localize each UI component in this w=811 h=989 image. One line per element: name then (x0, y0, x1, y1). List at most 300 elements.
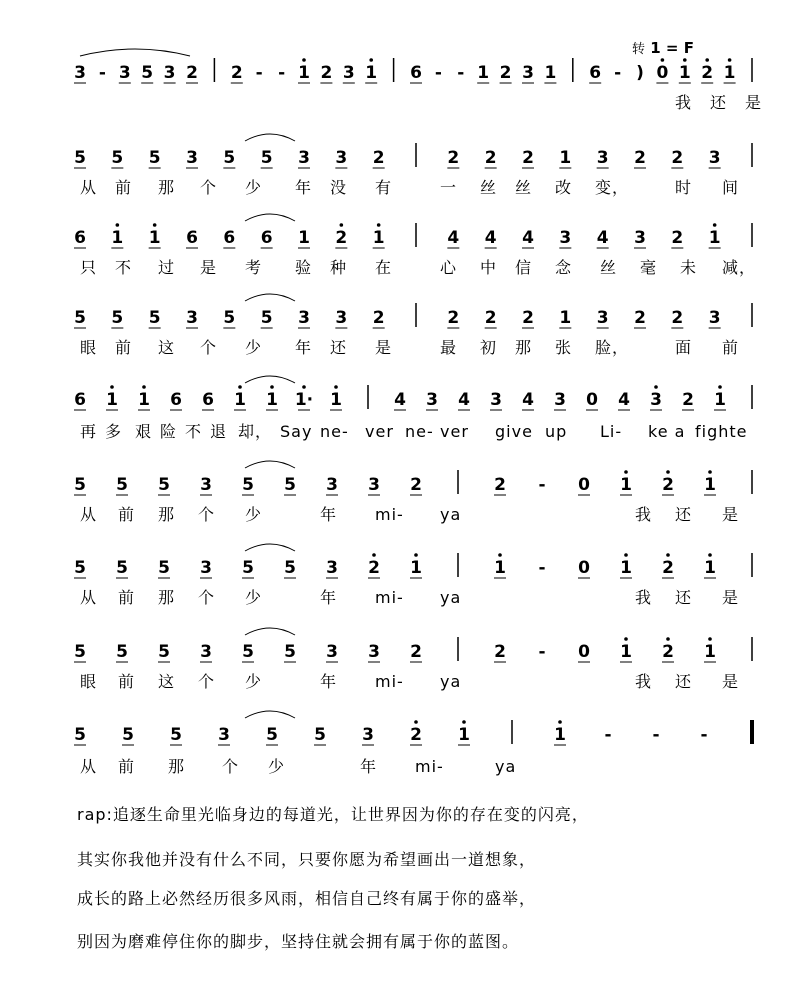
note: 2 (499, 63, 512, 83)
note: - (538, 558, 546, 578)
octave-dot (718, 385, 722, 389)
octave-dot (666, 553, 670, 557)
lyric: 面 (675, 338, 693, 357)
lyric: 少 (245, 672, 263, 691)
lyric: 还 (675, 505, 693, 524)
note: 1 (477, 63, 490, 83)
note: 5 (242, 558, 254, 578)
slur (80, 49, 190, 56)
lyric: 还 (675, 672, 693, 691)
note: 6 (74, 228, 86, 248)
note: - (604, 725, 612, 745)
note: - (278, 63, 286, 83)
note: 3 (596, 148, 609, 168)
note: 5 (111, 148, 124, 168)
note: 3 (298, 148, 310, 168)
note: 3 (708, 148, 721, 168)
note: 1 (620, 558, 632, 578)
octave-dot (116, 223, 120, 227)
note: 2 (368, 558, 380, 578)
octave-dot (334, 385, 338, 389)
note: 6 (589, 63, 602, 83)
lyric: 是 (375, 338, 393, 357)
note: 4 (522, 228, 534, 248)
lyric: 个 (200, 338, 218, 357)
note: 1 (148, 228, 161, 248)
octave-dot (238, 385, 242, 389)
octave-dot (369, 58, 373, 62)
lyric: 前 (118, 588, 136, 607)
lyric: 眼 (80, 672, 98, 691)
lyric: 丝 (515, 178, 533, 197)
note: 3 (426, 390, 438, 410)
note: 4 (522, 390, 534, 410)
lyric: 险 (160, 422, 178, 441)
lyric: mi- (375, 588, 404, 607)
lyric: 最 (440, 338, 458, 357)
lyric: 年 (295, 178, 313, 197)
note: 5 (141, 63, 154, 83)
lyric: ver (440, 422, 469, 441)
octave-dot (624, 637, 628, 641)
lyric: 丝 (600, 258, 618, 277)
note: 0 (578, 475, 590, 495)
lyric: 年 (320, 588, 338, 607)
lyric: 初 (480, 338, 498, 357)
note: 5 (242, 475, 254, 495)
note: 3 (163, 63, 176, 83)
lyric: 是 (200, 258, 218, 277)
key-value: 1 = F (650, 39, 694, 57)
rap-line: rap:追逐生命里光临身边的每道光，让世界因为你的存在变的闪亮， (77, 805, 589, 824)
note: 6 (170, 390, 182, 410)
lyric: ya (440, 672, 462, 691)
note: 2 (410, 642, 422, 662)
note: 6 (223, 228, 236, 248)
lyric: 考 (245, 258, 263, 277)
octave-dot (142, 385, 146, 389)
lyric: 个 (222, 757, 240, 776)
lyric: 是 (745, 93, 763, 112)
lyric: up (545, 422, 568, 441)
slur (245, 376, 295, 383)
note: 3 (490, 390, 502, 410)
note: - (538, 642, 546, 662)
lyric: 不 (185, 422, 203, 441)
octave-dot (377, 223, 381, 227)
lyric: mi- (375, 672, 404, 691)
lyric: 少 (245, 178, 263, 197)
lyric: 却， (238, 422, 273, 441)
note: 2 (634, 308, 646, 328)
octave-dot (372, 553, 376, 557)
note: 1 (494, 558, 506, 578)
note: 4 (394, 390, 406, 410)
lyric: 还 (675, 588, 693, 607)
note: 1 (708, 228, 721, 248)
lyric: 没 (330, 178, 348, 197)
lyric: 时 (675, 178, 693, 197)
note: ) (636, 63, 644, 83)
note: 1 (298, 228, 310, 248)
note: 1· (294, 390, 314, 410)
lyric: 多 (105, 422, 123, 441)
note: 1 (544, 63, 557, 83)
note: 6 (74, 390, 86, 410)
note: 4 (484, 228, 497, 248)
note: 1 (138, 390, 150, 410)
octave-dot (340, 223, 344, 227)
octave-dot (666, 637, 670, 641)
lyric: 年 (320, 672, 338, 691)
slur (245, 134, 295, 141)
note: 1 (554, 725, 566, 745)
note: 1 (410, 558, 422, 578)
note: 5 (74, 725, 86, 745)
note: 2 (447, 308, 460, 328)
lyric: Li- (600, 422, 623, 441)
lyric: 变， (595, 178, 630, 197)
lyric: 少 (245, 505, 263, 524)
note: 1 (704, 642, 716, 662)
lyric: 验 (295, 258, 313, 277)
lyric: 我 (635, 672, 653, 691)
lyric: 是 (722, 505, 740, 524)
lyric: 再 (80, 422, 98, 441)
note: 0 (656, 63, 669, 83)
note: 6 (260, 228, 273, 248)
note: 2 (410, 725, 422, 745)
note: 5 (116, 475, 128, 495)
octave-dot (728, 58, 732, 62)
note: 1 (266, 390, 278, 410)
lyric: 中 (480, 258, 498, 277)
lyric: 从 (80, 505, 98, 524)
lyric: 前 (115, 178, 133, 197)
note: 3 (368, 642, 380, 662)
lyric: 还 (330, 338, 348, 357)
lyric: 个 (198, 672, 216, 691)
note: 0 (578, 558, 590, 578)
note: - (538, 475, 546, 495)
note: 6 (202, 390, 214, 410)
note: 2 (372, 308, 385, 328)
octave-dot (708, 470, 712, 474)
octave-dot (414, 720, 418, 724)
note: 3 (326, 642, 338, 662)
note: 1 (620, 475, 632, 495)
rap-line: 别因为磨难停住你的脚步，坚持住就会拥有属于你的蓝图。 (77, 932, 520, 951)
lyric: 未 (680, 258, 698, 277)
lyric: 个 (198, 505, 216, 524)
octave-dot (683, 58, 687, 62)
rap-line: 成长的路上必然经历很多风雨，相信自己终有属于你的盛举， (77, 889, 537, 908)
lyric: 那 (158, 178, 176, 197)
note: 1 (723, 63, 736, 83)
octave-dot (708, 637, 712, 641)
note: 2 (335, 228, 348, 248)
note: 2 (186, 63, 198, 83)
lyric: 从 (80, 588, 98, 607)
note: 3 (326, 475, 338, 495)
note: 3 (554, 390, 566, 410)
lyric: 这 (158, 338, 176, 357)
note: 0 (586, 390, 598, 410)
note: 5 (74, 148, 86, 168)
note: 1 (372, 228, 385, 248)
note: 2 (682, 390, 694, 410)
lyric: 脸， (595, 338, 630, 357)
note: 2 (484, 148, 497, 168)
note: 3 (118, 63, 131, 83)
note: 5 (148, 308, 161, 328)
note: - (614, 63, 622, 83)
note: 6 (410, 63, 422, 83)
note: 5 (122, 725, 134, 745)
lyric: 毫 (640, 258, 658, 277)
note: 3 (200, 475, 212, 495)
lyric: 间 (722, 178, 740, 197)
note: 3 (335, 308, 348, 328)
lyric: 只 (80, 258, 98, 277)
note: 5 (242, 642, 254, 662)
lyric: 不 (115, 258, 133, 277)
lyric: mi- (375, 505, 404, 524)
lyric: 那 (168, 757, 186, 776)
note: 5 (74, 558, 86, 578)
note: 3 (634, 228, 646, 248)
note: 3 (708, 308, 721, 328)
note: 1 (458, 725, 470, 745)
note: 2 (372, 148, 385, 168)
slur (245, 214, 295, 221)
lyric: 前 (115, 338, 133, 357)
slur (245, 628, 295, 635)
note: 2 (522, 148, 534, 168)
octave-dot (153, 223, 157, 227)
note: - (457, 63, 465, 83)
note: 3 (596, 308, 609, 328)
note: 4 (447, 228, 460, 248)
octave-dot (624, 470, 628, 474)
lyric: 改 (555, 178, 573, 197)
note: 2 (662, 642, 674, 662)
note: 3 (335, 148, 348, 168)
note: 2 (634, 148, 646, 168)
lyric: 是 (722, 588, 740, 607)
lyric: 前 (118, 757, 136, 776)
note: 4 (596, 228, 609, 248)
lyric: 艰 (135, 422, 153, 441)
octave-dot (110, 385, 114, 389)
note: 1 (704, 558, 716, 578)
note: 3 (74, 63, 86, 83)
lyric: mi- (415, 757, 444, 776)
lyric: ne- (320, 422, 349, 441)
lyric: 少 (268, 757, 286, 776)
note: 1 (714, 390, 726, 410)
note: 5 (223, 148, 236, 168)
lyric: 前 (722, 338, 740, 357)
note: 0 (578, 642, 590, 662)
note: 3 (559, 228, 572, 248)
octave-dot (654, 385, 658, 389)
note: - (700, 725, 708, 745)
note: 5 (260, 148, 273, 168)
note: 2 (447, 148, 460, 168)
lyric: 心 (440, 258, 458, 277)
note: 1 (620, 642, 632, 662)
lyric: ya (440, 505, 462, 524)
note: 1 (330, 390, 342, 410)
note: 2 (671, 148, 684, 168)
note: 3 (368, 475, 380, 495)
note: 5 (284, 558, 296, 578)
note: 2 (701, 63, 714, 83)
note: 6 (186, 228, 198, 248)
octave-dot (708, 553, 712, 557)
slur (245, 294, 295, 301)
lyric: 年 (320, 505, 338, 524)
octave-dot (558, 720, 562, 724)
note: 5 (116, 558, 128, 578)
note: 5 (158, 475, 170, 495)
octave-dot (270, 385, 274, 389)
note: 5 (223, 308, 236, 328)
lyric: 过 (158, 258, 176, 277)
note: 3 (200, 558, 212, 578)
note: 5 (158, 642, 170, 662)
note: 5 (74, 308, 86, 328)
lyric: 那 (515, 338, 533, 357)
note: 2 (522, 308, 534, 328)
note: 5 (284, 642, 296, 662)
note: 2 (484, 308, 497, 328)
note: 5 (158, 558, 170, 578)
note: - (255, 63, 263, 83)
lyric: 那 (158, 588, 176, 607)
note: 3 (186, 308, 198, 328)
lyric: Say (280, 422, 313, 441)
octave-dot (666, 470, 670, 474)
note: 3 (186, 148, 198, 168)
note: 1 (298, 63, 310, 83)
slur (245, 711, 295, 718)
note: 5 (170, 725, 182, 745)
lyric: 念 (555, 258, 573, 277)
note: 2 (662, 475, 674, 495)
octave-dot (414, 553, 418, 557)
lyric: 个 (200, 178, 218, 197)
note: 4 (458, 390, 470, 410)
lyric: ya (440, 588, 462, 607)
lyric: 年 (360, 757, 378, 776)
octave-dot (624, 553, 628, 557)
note: 5 (266, 725, 278, 745)
octave-dot (713, 223, 717, 227)
note: 1 (106, 390, 118, 410)
lyric: 信 (515, 258, 533, 277)
note: 1 (678, 63, 691, 83)
lyric: 丝 (480, 178, 498, 197)
lyric: ver (365, 422, 394, 441)
lyric: give (495, 422, 533, 441)
note: 5 (116, 642, 128, 662)
note: 1 (559, 148, 572, 168)
lyric: 从 (80, 178, 98, 197)
lyric: fighte (695, 422, 748, 441)
lyric: 是 (722, 672, 740, 691)
lyric: 我 (635, 505, 653, 524)
note: 3 (326, 558, 338, 578)
lyric: 眼 (80, 338, 98, 357)
note: 3 (200, 642, 212, 662)
lyric: 退 (210, 422, 228, 441)
note: 2 (320, 63, 333, 83)
octave-dot (302, 58, 306, 62)
lyric: ya (495, 757, 517, 776)
lyric: 少 (245, 588, 263, 607)
lyric: 前 (118, 505, 136, 524)
lyric: ke a (648, 422, 686, 441)
lyric: 在 (375, 258, 393, 277)
octave-dot (462, 720, 466, 724)
lyric: 种 (330, 258, 348, 277)
note: 2 (494, 642, 506, 662)
lyric: 张 (555, 338, 573, 357)
octave-dot (661, 58, 665, 62)
note: 4 (618, 390, 630, 410)
lyric: ne- (405, 422, 434, 441)
lyric: 一 (440, 178, 458, 197)
note: 1 (234, 390, 246, 410)
lyric: 前 (118, 672, 136, 691)
note: 3 (298, 308, 310, 328)
note: - (652, 725, 660, 745)
note: 2 (671, 308, 684, 328)
note: 3 (218, 725, 230, 745)
note: 2 (410, 475, 422, 495)
note: 5 (74, 642, 86, 662)
lyric: 少 (245, 338, 263, 357)
note: 5 (260, 308, 273, 328)
octave-dot (498, 553, 502, 557)
note: 5 (314, 725, 326, 745)
lyric: 年 (295, 338, 313, 357)
lyric: 还 (710, 93, 728, 112)
note: 1 (365, 63, 378, 83)
note: - (98, 63, 106, 83)
note: 2 (230, 63, 243, 83)
lyric: 有 (375, 178, 393, 197)
octave-dot (302, 385, 306, 389)
rap-line: 其实你我他并没有什么不同，只要你愿为希望画出一道想象， (77, 850, 537, 869)
note: 2 (671, 228, 684, 248)
lyric: 减， (722, 258, 757, 277)
lyric: 从 (80, 757, 98, 776)
note: 5 (148, 148, 161, 168)
lyric: 那 (158, 505, 176, 524)
note: 3 (362, 725, 374, 745)
slur (245, 544, 295, 551)
lyric: 我 (675, 93, 693, 112)
note: 2 (494, 475, 506, 495)
note: 3 (342, 63, 355, 83)
lyric: 我 (635, 588, 653, 607)
note: 3 (650, 390, 662, 410)
note: 1 (559, 308, 572, 328)
note: 1 (111, 228, 124, 248)
